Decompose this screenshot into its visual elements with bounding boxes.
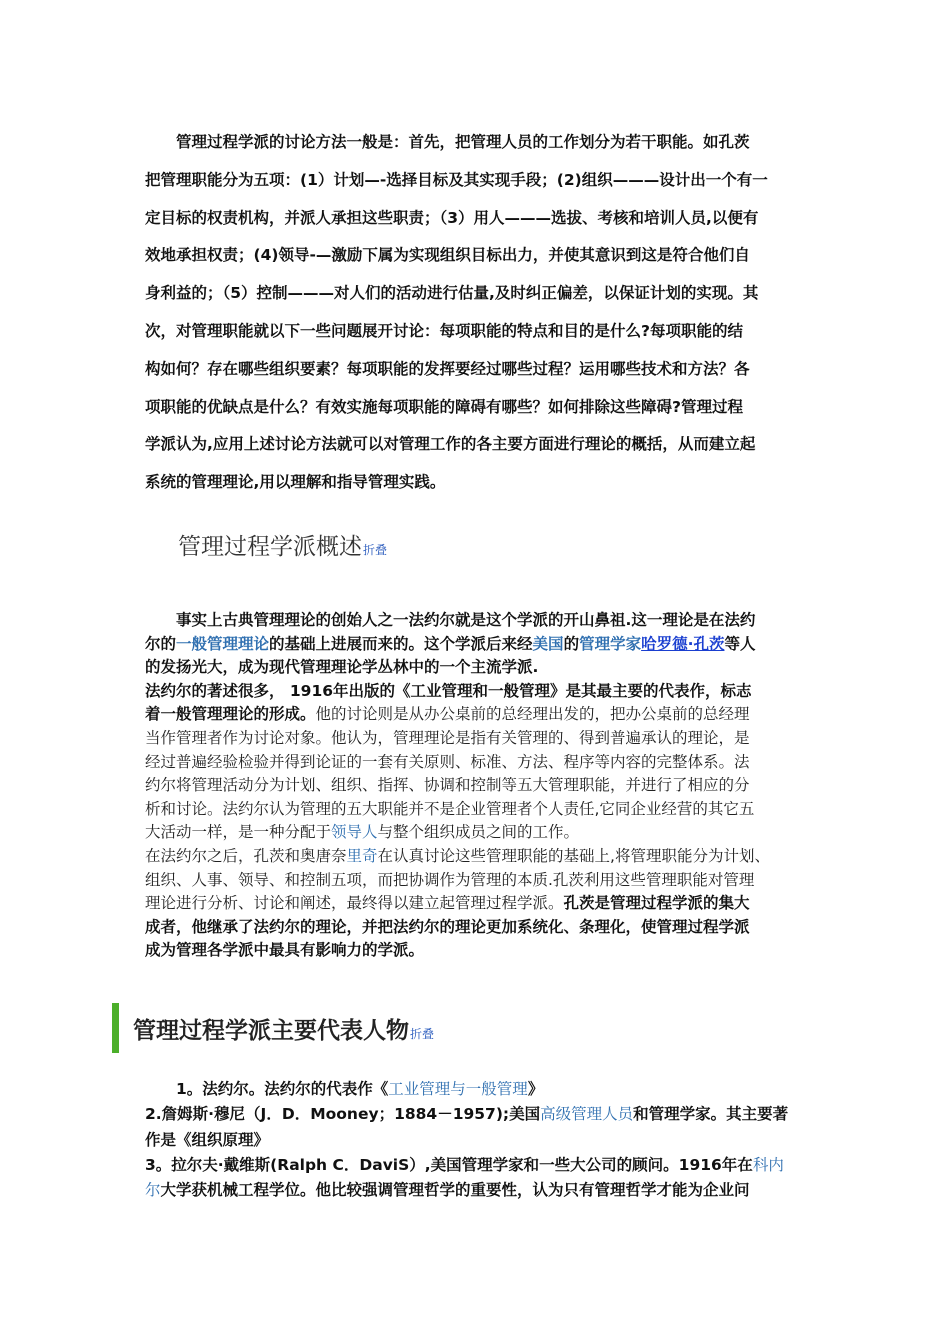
- link-harold-koontz[interactable]: 哈罗德·孔茨: [641, 634, 725, 653]
- representatives-title: 管理过程学派主要代表人物: [133, 1018, 409, 1044]
- text-run: 和管理学家。其主要著: [633, 1105, 789, 1124]
- link-richie[interactable]: 里奇: [346, 846, 378, 865]
- paragraph-line: 次，对管理职能就以下一些问题展开讨论：每项职能的特点和目的是什么?每项职能的结: [145, 321, 743, 340]
- text-run: 着一般管理理论的形成。: [145, 705, 316, 724]
- link-general-management-theory[interactable]: 一般管理理论: [176, 634, 270, 653]
- fold-link[interactable]: 折叠: [410, 1027, 435, 1041]
- overview-heading: [178, 528, 387, 561]
- representatives-heading: [133, 1012, 434, 1045]
- paragraph-line: [145, 845, 825, 869]
- paragraph-line: [145, 821, 825, 845]
- paragraph-line: 法约尔的著述很多， 1916年出版的《工业管理和一般管理》是其最主要的代表作，标志: [145, 681, 752, 700]
- link-management-scientist[interactable]: 管理学家: [579, 634, 642, 653]
- section-accent-bar: [112, 1003, 119, 1053]
- paragraph-line: 身利益的；（5）控制———对人们的活动进行估量,及时纠正偏差，以保证计划的实现。其: [145, 284, 759, 303]
- text-run: 等人: [724, 634, 756, 653]
- paragraph-line: 事实上古典管理理论的创始人之一法约尔就是这个学派的开山鼻祖.这一理论是在法约: [145, 611, 756, 629]
- paragraph-line: 成者，他继承了法约尔的理论，并把法约尔的理论更加系统化、条理化，使管理过程学派: [145, 917, 750, 936]
- link-usa[interactable]: 美国: [532, 634, 564, 653]
- overview-title: 管理过程学派概述: [178, 534, 362, 560]
- text-run: 孔茨是管理过程学派的集大: [563, 894, 750, 913]
- link-industrial-general-management[interactable]: 工业管理与一般管理: [388, 1080, 528, 1098]
- paragraph-line: 组织、人事、领导、和控制五项，而把协调作为管理的本质.孔茨利用这些管理职能对管理: [145, 870, 755, 889]
- text-run: 3。拉尔夫·戴维斯(Ralph C．DaviS）,美国管理学家和一些大公司的顾问。1916年在: [145, 1155, 753, 1174]
- paragraph-line: 当作管理者作为讨论对象。他认为，管理理论是指有关管理的、得到普遍承认的理论，是: [145, 728, 750, 747]
- paragraph-line: 管理过程学派的讨论方法一般是：首先，把管理人员的工作划分为若干职能。如孔茨: [145, 133, 750, 151]
- paragraph-line: [145, 633, 825, 657]
- text-run: 》: [527, 1080, 544, 1098]
- text-run: 尔的: [145, 634, 177, 653]
- list-item: [145, 1102, 825, 1127]
- link-senior-manager[interactable]: 高级管理人员: [540, 1105, 634, 1124]
- list-item-continued: [145, 1178, 825, 1203]
- paragraph-line: 效地承担权责；(4)领导-—激励下属为实现组织目标出力，并使其意识到这是符合他们自: [145, 246, 750, 265]
- paragraph-line: 的发扬光大，成为现代管理理论学丛林中的一个主流学派.: [145, 658, 539, 677]
- text-run: 他的讨论则是从办公桌前的总经理出发的，把办公桌前的总经理: [315, 705, 750, 724]
- overview-body: [145, 609, 825, 963]
- list-item: [145, 1153, 825, 1178]
- text-run: 1。法约尔。法约尔的代表作《: [145, 1080, 389, 1098]
- text-run: 与整个组织成员之间的工作。: [377, 823, 580, 842]
- text-run: 的: [563, 634, 580, 653]
- list-item-continued: 作是《组织原理》: [145, 1130, 270, 1149]
- link-leader[interactable]: 领导人: [331, 823, 378, 842]
- paragraph-line: [145, 892, 825, 916]
- paragraph-line: 项职能的优缺点是什么？有效实施每项职能的障碍有哪些？如何排除这些障碍?管理过程: [145, 397, 743, 416]
- link-cornell-cont[interactable]: 尔: [145, 1181, 161, 1200]
- paragraph-line: 经过普遍经验检验并得到论证的一套有关原则、标准、方法、程序等内容的完整体系。法: [145, 752, 750, 771]
- fold-link[interactable]: 折叠: [363, 543, 388, 557]
- paragraph-line: 学派认为,应用上述讨论方法就可以对管理工作的各主要方面进行理论的概括，从而建立起: [145, 435, 756, 454]
- paragraph-line: 把管理职能分为五项：(1）计划—-选择目标及其实现手段；(2)组织———设计出一个有一: [145, 170, 768, 189]
- paragraph-line: 系统的管理理论,用以理解和指导管理实践。: [145, 473, 446, 492]
- text-run: 在法约尔之后，孔茨和奥唐奈: [145, 846, 347, 865]
- paragraph-line: 成为管理各学派中最具有影响力的学派。: [145, 941, 425, 960]
- text-run: 大活动一样，是一种分配于: [145, 823, 332, 842]
- list-item: [145, 1077, 825, 1102]
- paragraph-line: 定目标的权责机构，并派人承担这些职责；（3）用人———选拔、考核和培训人员,以便有: [145, 208, 759, 227]
- text-run: 2.詹姆斯·穆尼（J．D．Mooney；1884－1957);美国: [145, 1105, 541, 1124]
- text-run: 大学获机械工程学位。他比较强调管理哲学的重要性，认为只有管理哲学才能为企业问: [160, 1181, 750, 1200]
- paragraph-line: 约尔将管理活动分为计划、组织、指挥、协调和控制等五大管理职能，并进行了相应的分: [145, 776, 750, 795]
- link-cornell[interactable]: 科内: [752, 1155, 784, 1174]
- method-paragraph: [145, 124, 813, 502]
- paragraph-line: [145, 703, 825, 727]
- text-run: 的基础上进展而来的。这个学派后来经: [269, 634, 533, 653]
- representatives-body: [145, 1077, 825, 1203]
- paragraph-line: 析和讨论。法约尔认为管理的五大职能并不是企业管理者个人责任,它同企业经营的其它五: [145, 799, 755, 818]
- paragraph-line: 构如何？存在哪些组织要素？每项职能的发挥要经过哪些过程？运用哪些技术和方法？各: [145, 359, 750, 378]
- text-run: 在认真讨论这些管理职能的基础上,将管理职能分为计划、: [377, 846, 770, 865]
- text-run: 理论进行分析、讨论和阐述，最终得以建立起管理过程学派。: [145, 894, 564, 913]
